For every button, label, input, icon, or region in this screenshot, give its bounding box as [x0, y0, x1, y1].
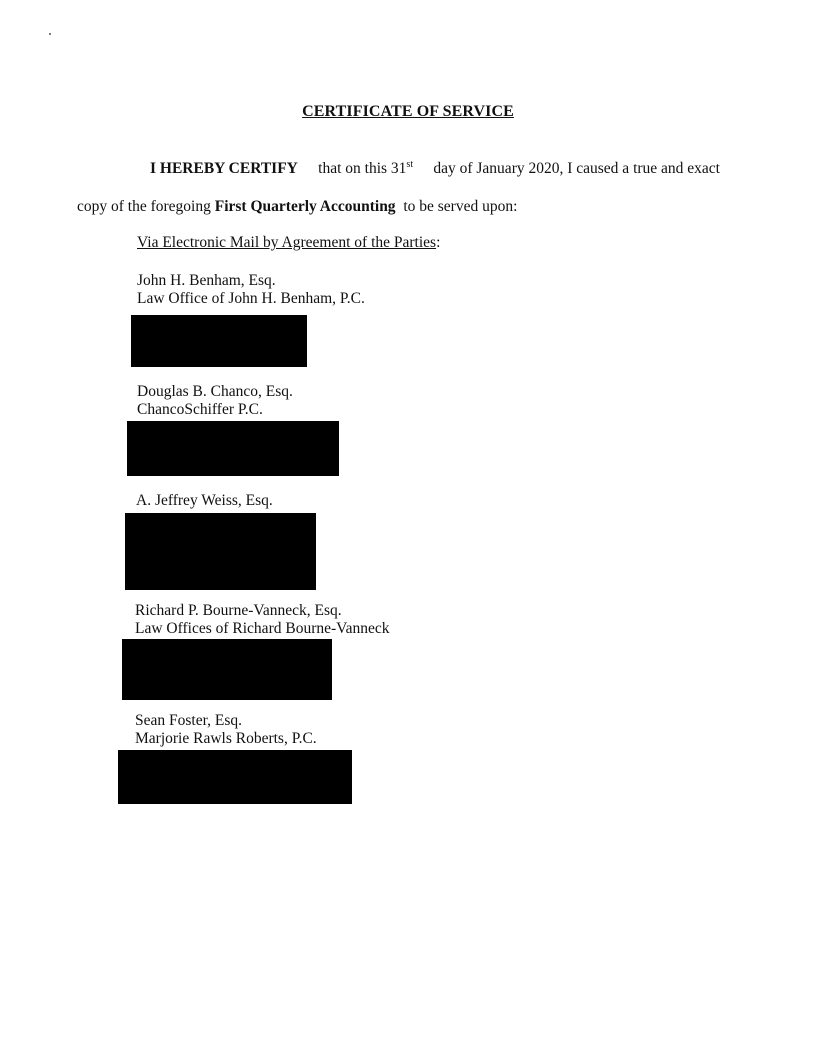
redaction-box [118, 750, 352, 804]
certification-line-2 [77, 198, 517, 216]
recipient-block [137, 383, 293, 419]
redaction-box [122, 639, 332, 700]
certify-line2-b: to be served upon: [403, 198, 518, 215]
service-method [137, 234, 440, 252]
recipient-block [135, 712, 317, 748]
redaction-box [125, 513, 316, 590]
recipient-name: John H. Benham, Esq. [137, 272, 276, 289]
certify-line2-a: copy of the foregoing [77, 198, 211, 215]
recipient-block [136, 492, 273, 510]
redaction-box [127, 421, 339, 476]
certify-lead: I HEREBY CERTIFY [150, 160, 298, 177]
recipient-block [135, 602, 390, 638]
service-method-colon: : [436, 234, 441, 251]
certify-text-b: day of January 2020, I caused a true and exact [433, 160, 720, 177]
scan-speck [49, 33, 51, 35]
service-method-label: Via Electronic Mail by Agreement of the Parties [137, 234, 437, 251]
document-name: First Quarterly Accounting [214, 198, 396, 215]
recipient-firm: ChancoSchiffer P.C. [137, 401, 263, 418]
recipient-name: Douglas B. Chanco, Esq. [137, 383, 293, 400]
recipient-firm: Law Office of John H. Benham, P.C. [137, 290, 365, 307]
recipient-name: Sean Foster, Esq. [135, 712, 243, 729]
recipient-firm: Law Offices of Richard Bourne-Vanneck [135, 620, 390, 637]
certification-line-1 [150, 160, 720, 178]
recipient-firm: Marjorie Rawls Roberts, P.C. [135, 730, 317, 747]
certificate-title: CERTIFICATE OF SERVICE [302, 103, 514, 120]
recipient-name: Richard P. Bourne-Vanneck, Esq. [135, 602, 342, 619]
certify-text-a: that on this 31st [318, 159, 414, 177]
ordinal-suffix: st [406, 159, 414, 170]
recipient-name: A. Jeffrey Weiss, Esq. [136, 492, 273, 509]
redaction-box [131, 315, 307, 367]
recipient-block [137, 272, 365, 308]
